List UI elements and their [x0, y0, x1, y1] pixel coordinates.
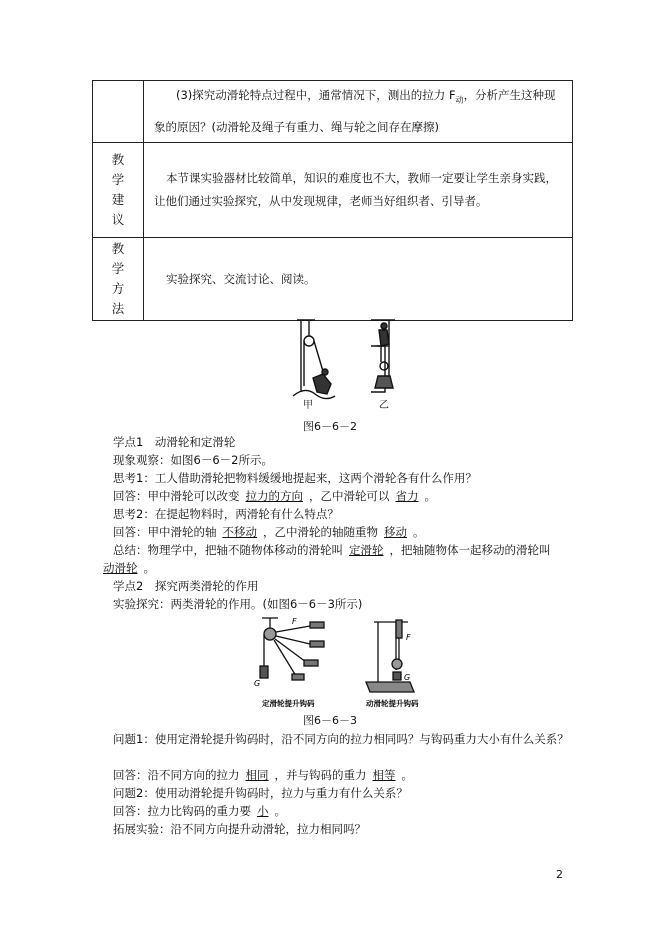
- answer-q2: [113, 802, 573, 820]
- answer1-blank2: 省力: [395, 489, 419, 503]
- section1-think2: 思考2：在提起物料时，两滑轮有什么特点？: [113, 507, 339, 521]
- figure1-label-b: 乙: [379, 400, 389, 411]
- fixed-pulley-scene: [293, 320, 335, 399]
- question2: 问题2：使用动滑轮提升钩码时，拉力与重力有什么关系？: [113, 786, 408, 800]
- figure1-caption: 图6－6－2: [303, 420, 357, 433]
- answer1-blank1: 拉力的方向: [245, 489, 303, 503]
- section1-answer1: [113, 487, 573, 505]
- a1-blank2: 相等: [372, 768, 396, 782]
- row3-text: [144, 238, 573, 321]
- a1-blank1: 相同: [245, 768, 269, 782]
- a1-text: ，并与钩码的重力: [274, 768, 367, 782]
- fixed-caption: 定滑轮提升钩码: [262, 699, 315, 708]
- row2-label-char: 教: [111, 152, 125, 167]
- row1-text-rest: ，分析产生这种现象的原因？(动滑轮及绳子有重力、绳与轮之间存在摩擦): [154, 88, 556, 134]
- row3-label-char: 学: [111, 261, 125, 276]
- row2-label-char: 建: [111, 192, 125, 207]
- fixed-pulley-experiment: [260, 618, 324, 680]
- row1-label: [93, 81, 144, 143]
- row2-text-content: 本节课实验器材比较简单，知识的难度也不大，教师一定要让学生亲身实践，让他们通过实验探究，从中发现规律，老师当好组织者、引导者。: [154, 171, 557, 208]
- extension-experiment: 拓展实验：沿不同方向提升动滑轮，拉力相同吗？: [113, 822, 366, 836]
- answer2-blank1: 不移动: [222, 525, 257, 539]
- row1-text-line1: (3)探究动滑轮特点过程中，通常情况下，测出的拉力 F: [176, 88, 456, 103]
- row3-label: [93, 238, 144, 321]
- summary-text: 。: [143, 561, 155, 575]
- answer2-blank2: 移动: [384, 525, 407, 539]
- summary-text: ，把轴随物体一起移动的滑轮叫: [389, 543, 551, 557]
- answer1-text: 回答：甲中滑轮可以改变: [113, 489, 240, 503]
- answer2-text: ，乙中滑轮的轴随重物: [263, 525, 378, 539]
- row3-label-char: 法: [111, 301, 125, 316]
- summary-text: 总结：物理学中，把轴不随物体移动的滑轮叫: [113, 543, 343, 557]
- answer-q1: [113, 766, 573, 784]
- section1-answer2: [113, 523, 573, 541]
- a2-blank: 小: [257, 804, 269, 818]
- row1-text: (3)探究动滑轮特点过程中，通常情况下，测出的拉力 $F_动$，分析产生这种现象的原因？(动滑轮及绳子有重力、绳与轮之间存在摩擦): [144, 81, 573, 143]
- fixed-label-g: G: [254, 679, 261, 688]
- section1-summary: [113, 541, 573, 559]
- section1-think1: 思考1：工人借助滑轮把物料缓缓地提起来，这两个滑轮各有什么作用？: [113, 471, 477, 485]
- a1-text: 回答：沿不同方向的拉力: [113, 768, 240, 782]
- row2-label-char: 议: [111, 212, 125, 227]
- page-number: 2: [556, 868, 563, 881]
- section1-heading: 学点1 动滑轮和定滑轮: [113, 435, 236, 449]
- row3-label-char: 方: [111, 281, 125, 296]
- figure2-caption: 图6－6－3: [303, 714, 357, 727]
- a2-text: 回答：拉力比钩码的重力要: [113, 804, 251, 818]
- answer2-text: 。: [413, 525, 425, 539]
- summary-blank2: 动滑轮: [103, 561, 138, 575]
- movable-caption: 动滑轮提升钩码: [366, 699, 419, 708]
- movable-label-g: G: [404, 673, 411, 682]
- figure-pulley-workers: [285, 316, 415, 416]
- section1-summary-cont: [97, 559, 557, 577]
- a1-text: 。: [401, 768, 413, 782]
- section2-heading: 学点2 探究两类滑轮的作用: [113, 579, 259, 593]
- movable-pulley-scene: [371, 320, 395, 392]
- fixed-label-f: F: [292, 617, 297, 626]
- row3-text-content: 实验探究、交流讨论、阅读。: [166, 271, 316, 286]
- row2-label: [93, 143, 144, 238]
- section1-observe: 现象观察：如图6－6－2所示。: [113, 453, 273, 467]
- row3-label-char: 教: [111, 241, 125, 256]
- movable-label-f: F: [406, 633, 411, 642]
- answer2-text: 回答：甲中滑轮的轴: [113, 525, 217, 539]
- answer1-text: 。: [424, 489, 436, 503]
- summary-blank1: 定滑轮: [349, 543, 384, 557]
- row2-text: [144, 143, 573, 238]
- answer1-text: ，乙中滑轮可以: [309, 489, 390, 503]
- row2-label-char: 学: [111, 172, 125, 187]
- figure1-label-a: 甲: [303, 400, 313, 411]
- figure-pulley-experiments: [248, 614, 448, 710]
- section2-experiment: 实验探究：两类滑轮的作用。(如图6－6－3所示): [113, 597, 363, 611]
- teaching-notes-table: [92, 80, 573, 321]
- a2-text: 。: [274, 804, 286, 818]
- question1: 问题1：使用定滑轮提升钩码时，沿不同方向的拉力相同吗？与钩码重力大小有什么关系？: [113, 732, 569, 746]
